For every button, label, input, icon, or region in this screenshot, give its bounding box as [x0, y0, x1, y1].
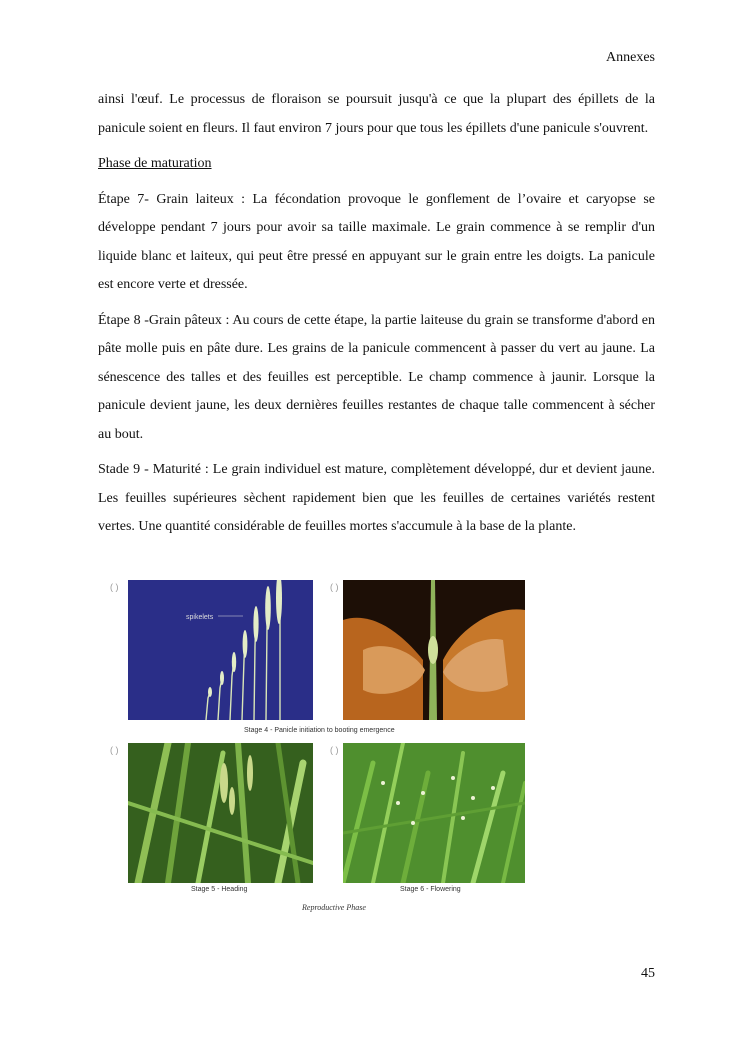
panel-mark: ( )	[110, 745, 119, 755]
flowering-stage-photo	[343, 743, 525, 883]
panel-mark: ( )	[330, 745, 339, 755]
grain-pressing-photo	[343, 580, 525, 720]
heading-stage-photo	[128, 743, 313, 883]
spikelets-label: spikelets	[186, 614, 214, 621]
running-header: Annexes	[606, 50, 655, 65]
paragraph: Étape 8 -Grain pâteux : Au cours de cette étape, la partie laiteuse du grain se transforme d'abord en pâte molle puis en pâte dure. Les grains de la panicule commencent à passer du vert au jaune. La sénescence des talles et des feuilles est perceptible. Le champ commence à jaunir. Lorsque la panicule devient jaune, les deux dernières feuilles restantes de chaque talle commencent à sécher au bout.	[98, 312, 655, 442]
panel-mark: ( )	[330, 582, 339, 592]
section-title: Phase de maturation	[98, 156, 212, 171]
caption-stage-5: Stage 5 - Heading	[191, 886, 248, 893]
body-text	[98, 86, 655, 549]
panicle-stages-photo	[128, 580, 313, 720]
paragraph: Stade 9 - Maturité : Le grain individuel est mature, complètement développé, dur et devient jaune. Les feuilles supérieures sèchent rapidement bien que les feuilles de certaines variétés restent vertes. Une quantité considérable de feuilles mortes s'accumule à la base de la plante.	[98, 462, 655, 534]
figure-caption: Reproductive Phase	[302, 903, 366, 912]
paragraph: ainsi l'œuf. Le processus de floraison se poursuit jusqu'à ce que la plupart des épillets de la panicule soient en fleurs. Il faut environ 7 jours pour que tous les épillets d'une panicule s'ouvrent.	[98, 92, 655, 136]
paragraph: Étape 7- Grain laiteux : La fécondation provoque le gonflement de l’ovaire et caryopse se développe pendant 7 jours pour avoir sa taille maximale. Le grain commence à se remplir d'un liquide blanc et laiteux, qui peut être pressé en appuyant sur le grain entre les doigts. La panicule est encore verte et dressée.	[98, 191, 655, 292]
page-number: 45	[641, 966, 655, 981]
caption-stage-4: Stage 4 - Panicle initiation to booting emergence	[244, 727, 395, 734]
rice-stages-figure	[98, 570, 543, 920]
panel-mark: ( )	[110, 582, 119, 592]
caption-stage-6: Stage 6 - Flowering	[400, 886, 461, 893]
